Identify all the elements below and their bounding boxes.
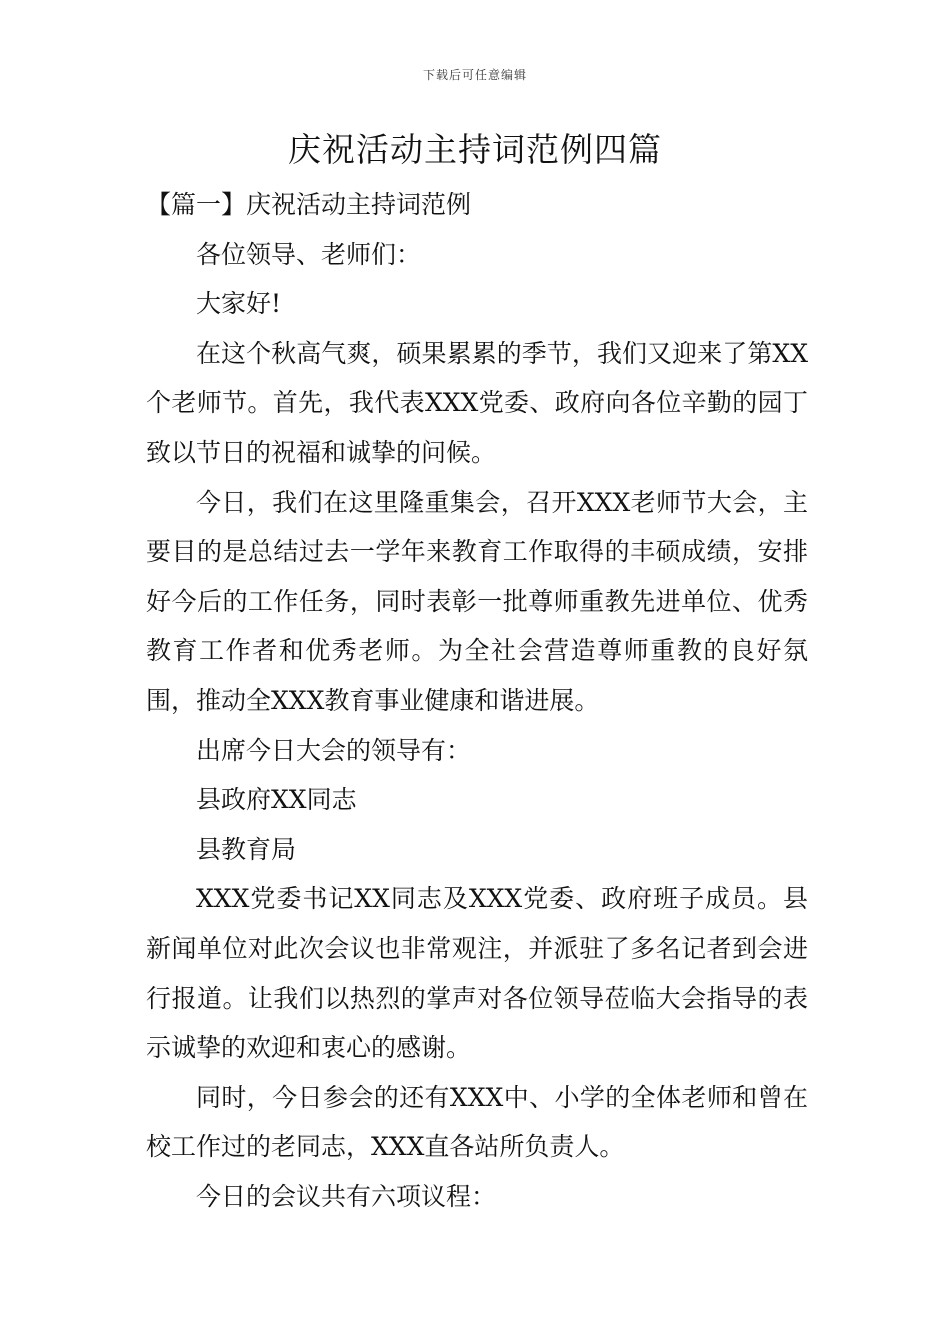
- paragraph: XXX党委书记XX同志及XXX党委、政府班子成员。县新闻单位对此次会议也非常观注，并派驻了多名记者到会进行报道。让我们以热烈的掌声对各位领导莅临大会指导的表示诚挚的欢迎和衷心的感谢。: [146, 884, 808, 1063]
- paragraph: 县教育局: [196, 834, 297, 864]
- document-body: [146, 180, 808, 1221]
- paragraph: 今日的会议共有六项议程：: [196, 1181, 497, 1211]
- paragraph: 同时，今日参会的还有XXX中、小学的全体老师和曾在校工作过的老同志，XXX直各站所负责人。: [146, 1082, 808, 1162]
- paragraph: 各位领导、老师们：: [196, 239, 422, 269]
- header-note: 下载后可任意编辑: [422, 68, 527, 82]
- paragraph: 县政府XX同志: [196, 785, 357, 815]
- section-heading: 【篇一】庆祝活动主持词范例: [146, 190, 472, 219]
- paragraph: 大家好!: [196, 289, 282, 319]
- document-title: 庆祝活动主持词范例四篇: [288, 130, 662, 169]
- paragraph: 在这个秋高气爽，硕果累累的季节，我们又迎来了第XX个老师节。首先，我代表XXX党委、政府向各位辛勤的园丁致以节日的祝福和诚挚的问候。: [146, 338, 808, 467]
- paragraph: 今日，我们在这里隆重集会，召开XXX老师节大会，主要目的是总结过去一学年来教育工作取得的丰硕成绩，安排好今后的工作任务，同时表彰一批尊师重教先进单位、优秀教育工作者和优秀老师。为全社会营造尊师重教的良好氛围，推动全XXX教育事业健康和谐进展。: [146, 487, 808, 715]
- paragraph: 出席今日大会的领导有：: [196, 735, 472, 765]
